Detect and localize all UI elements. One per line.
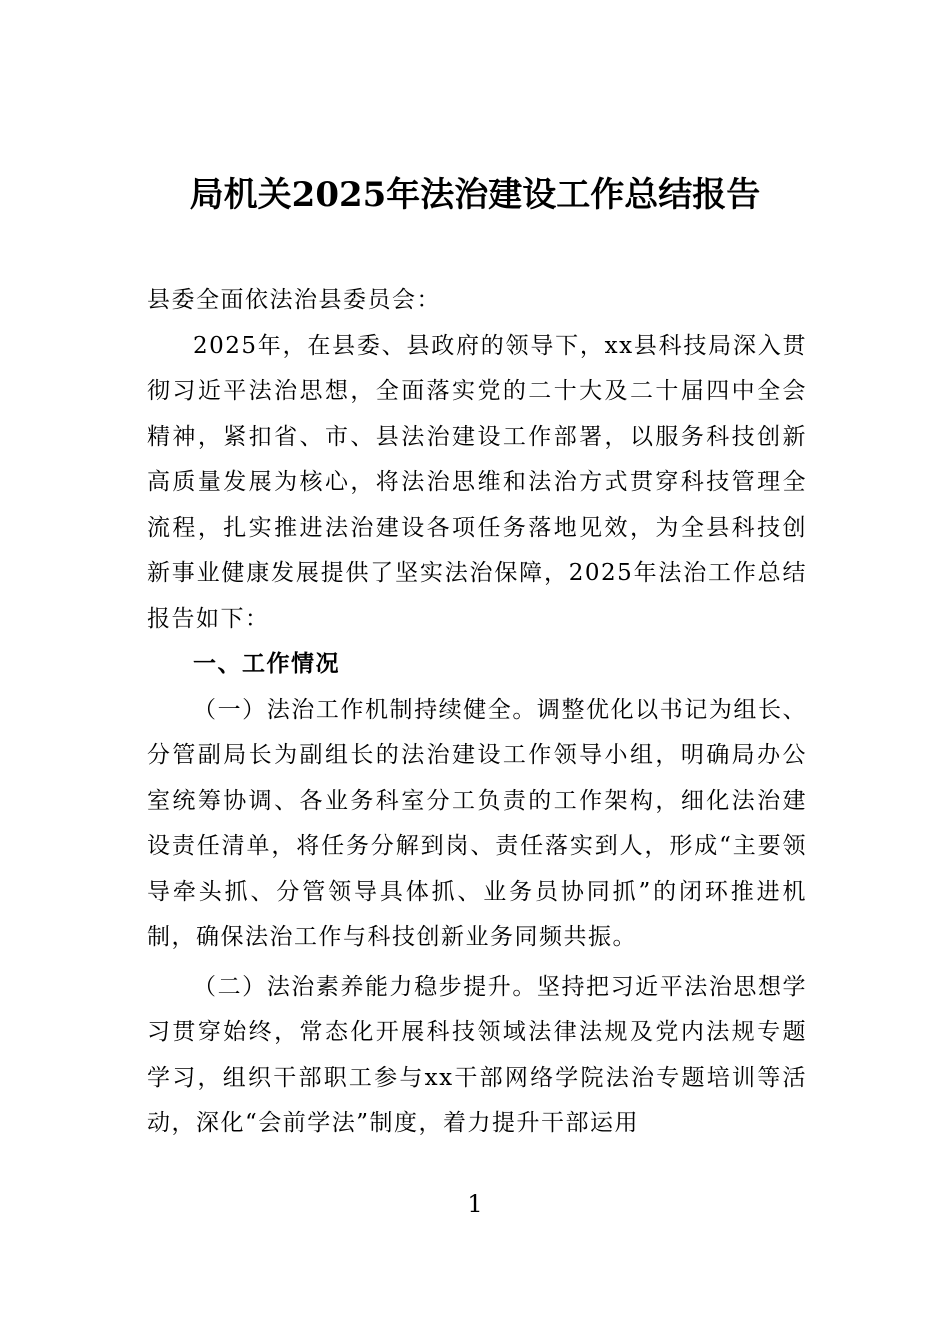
- salutation: 县委全面依法治县委员会：: [147, 287, 441, 313]
- section-heading: 一、工作情况: [193, 651, 340, 677]
- page-number: 1: [467, 1190, 483, 1218]
- intro-paragraph: 2025年，在县委、县政府的领导下，xx县科技局深入贯彻习近平法治思想，全面落实党的二十大及二十届四中全会精神，紧扣省、市、县法治建设工作部署，以服务科技创新高质量发展为核心，将法治思维和法治方式贯穿科技管理全流程，扎实推进法治建设各项任务落地见效，为全县科技创新事业健康发展提供了坚实法治保障，2025年法治工作总结报告如下：: [147, 332, 807, 632]
- document-title: 局机关2025年法治建设工作总结报告: [189, 175, 761, 215]
- document-body: [147, 278, 807, 1147]
- item-paragraph-2: （二）法治素养能力稳步提升。坚持把习近平法治思想学习贯穿始终，常态化开展科技领域法律法规及党内法规专题学习，组织干部职工参与xx干部网络学院法治专题培训等活动，深化“会前学法”制度，着力提升干部运用: [147, 973, 807, 1136]
- item-paragraph-1: （一）法治工作机制持续健全。调整优化以书记为组长、分管副局长为副组长的法治建设工作领导小组，明确局办公室统筹协调、各业务科室分工负责的工作架构，细化法治建设责任清单，将任务分解到岗、责任落实到人，形成“主要领导牵头抓、分管领导具体抓、业务员协同抓”的闭环推进机制，确保法治工作与科技创新业务同频共振。: [147, 696, 807, 950]
